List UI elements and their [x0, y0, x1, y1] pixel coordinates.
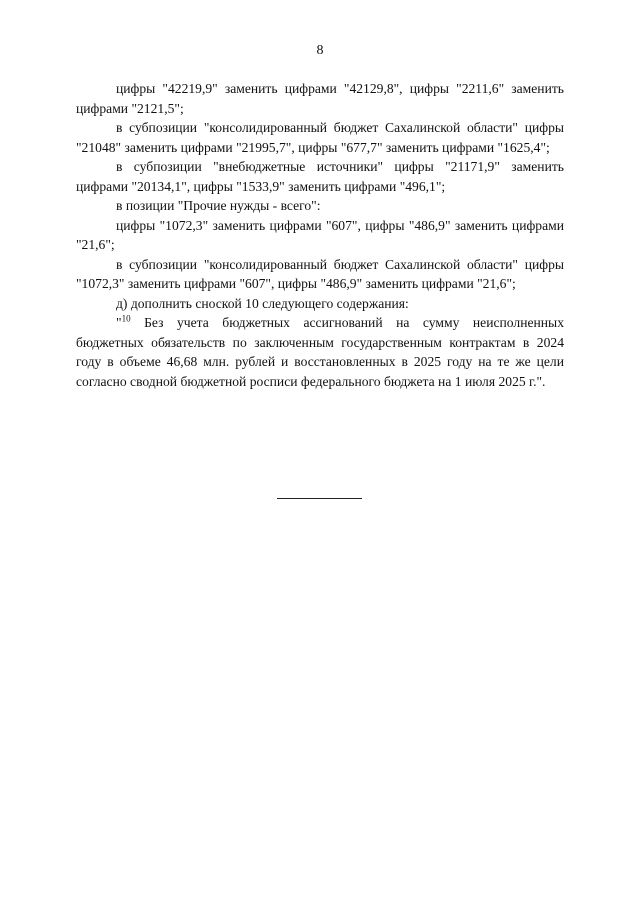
- page-number: 8: [316, 43, 324, 58]
- footnote-open-quote: ": [116, 315, 122, 330]
- paragraph-1: цифры "42219,9" заменить цифрами "42129,8", цифры "2211,6" заменить цифрами "2121,5";: [76, 81, 564, 116]
- footnote-mark: 10: [121, 313, 131, 324]
- paragraph-2: в субпозиции "консолидированный бюджет Сахалинской области" цифры "21048" заменить цифрами "21995,7", цифры "677,7" заменить цифрами "1625,4";: [76, 120, 564, 155]
- end-of-text-line: [277, 498, 362, 499]
- paragraph-3: в субпозиции "внебюджетные источники" цифры "21171,9" заменить цифрами "20134,1", цифры "1533,9" заменить цифрами "496,1";: [76, 159, 564, 194]
- paragraph-6: в субпозиции "консолидированный бюджет Сахалинской области" цифры "1072,3" заменить цифрами "607", цифры "486,9" заменить цифрами "21,6";: [76, 256, 564, 291]
- paragraph-7: д) дополнить сноской 10 следующего содержания:: [116, 295, 409, 311]
- paragraph-4: в позиции "Прочие нужды - всего":: [116, 198, 321, 213]
- paragraph-5: цифры "1072,3" заменить цифрами "607", цифры "486,9" заменить цифрами "21,6";: [76, 217, 564, 252]
- footnote-paragraph: [76, 313, 564, 391]
- footnote-text: Без учета бюджетных ассигнований на сумму неисполненных бюджетных обязательств по заключенным государственным контрактам в 2024 году в объеме 46,68 млн. рублей и восстановленных в 2025 году на те же цели согласно сводной бюджетной росписи федерального бюджета на 1 июля 2025 г.".: [76, 315, 564, 389]
- document-body: [76, 79, 564, 391]
